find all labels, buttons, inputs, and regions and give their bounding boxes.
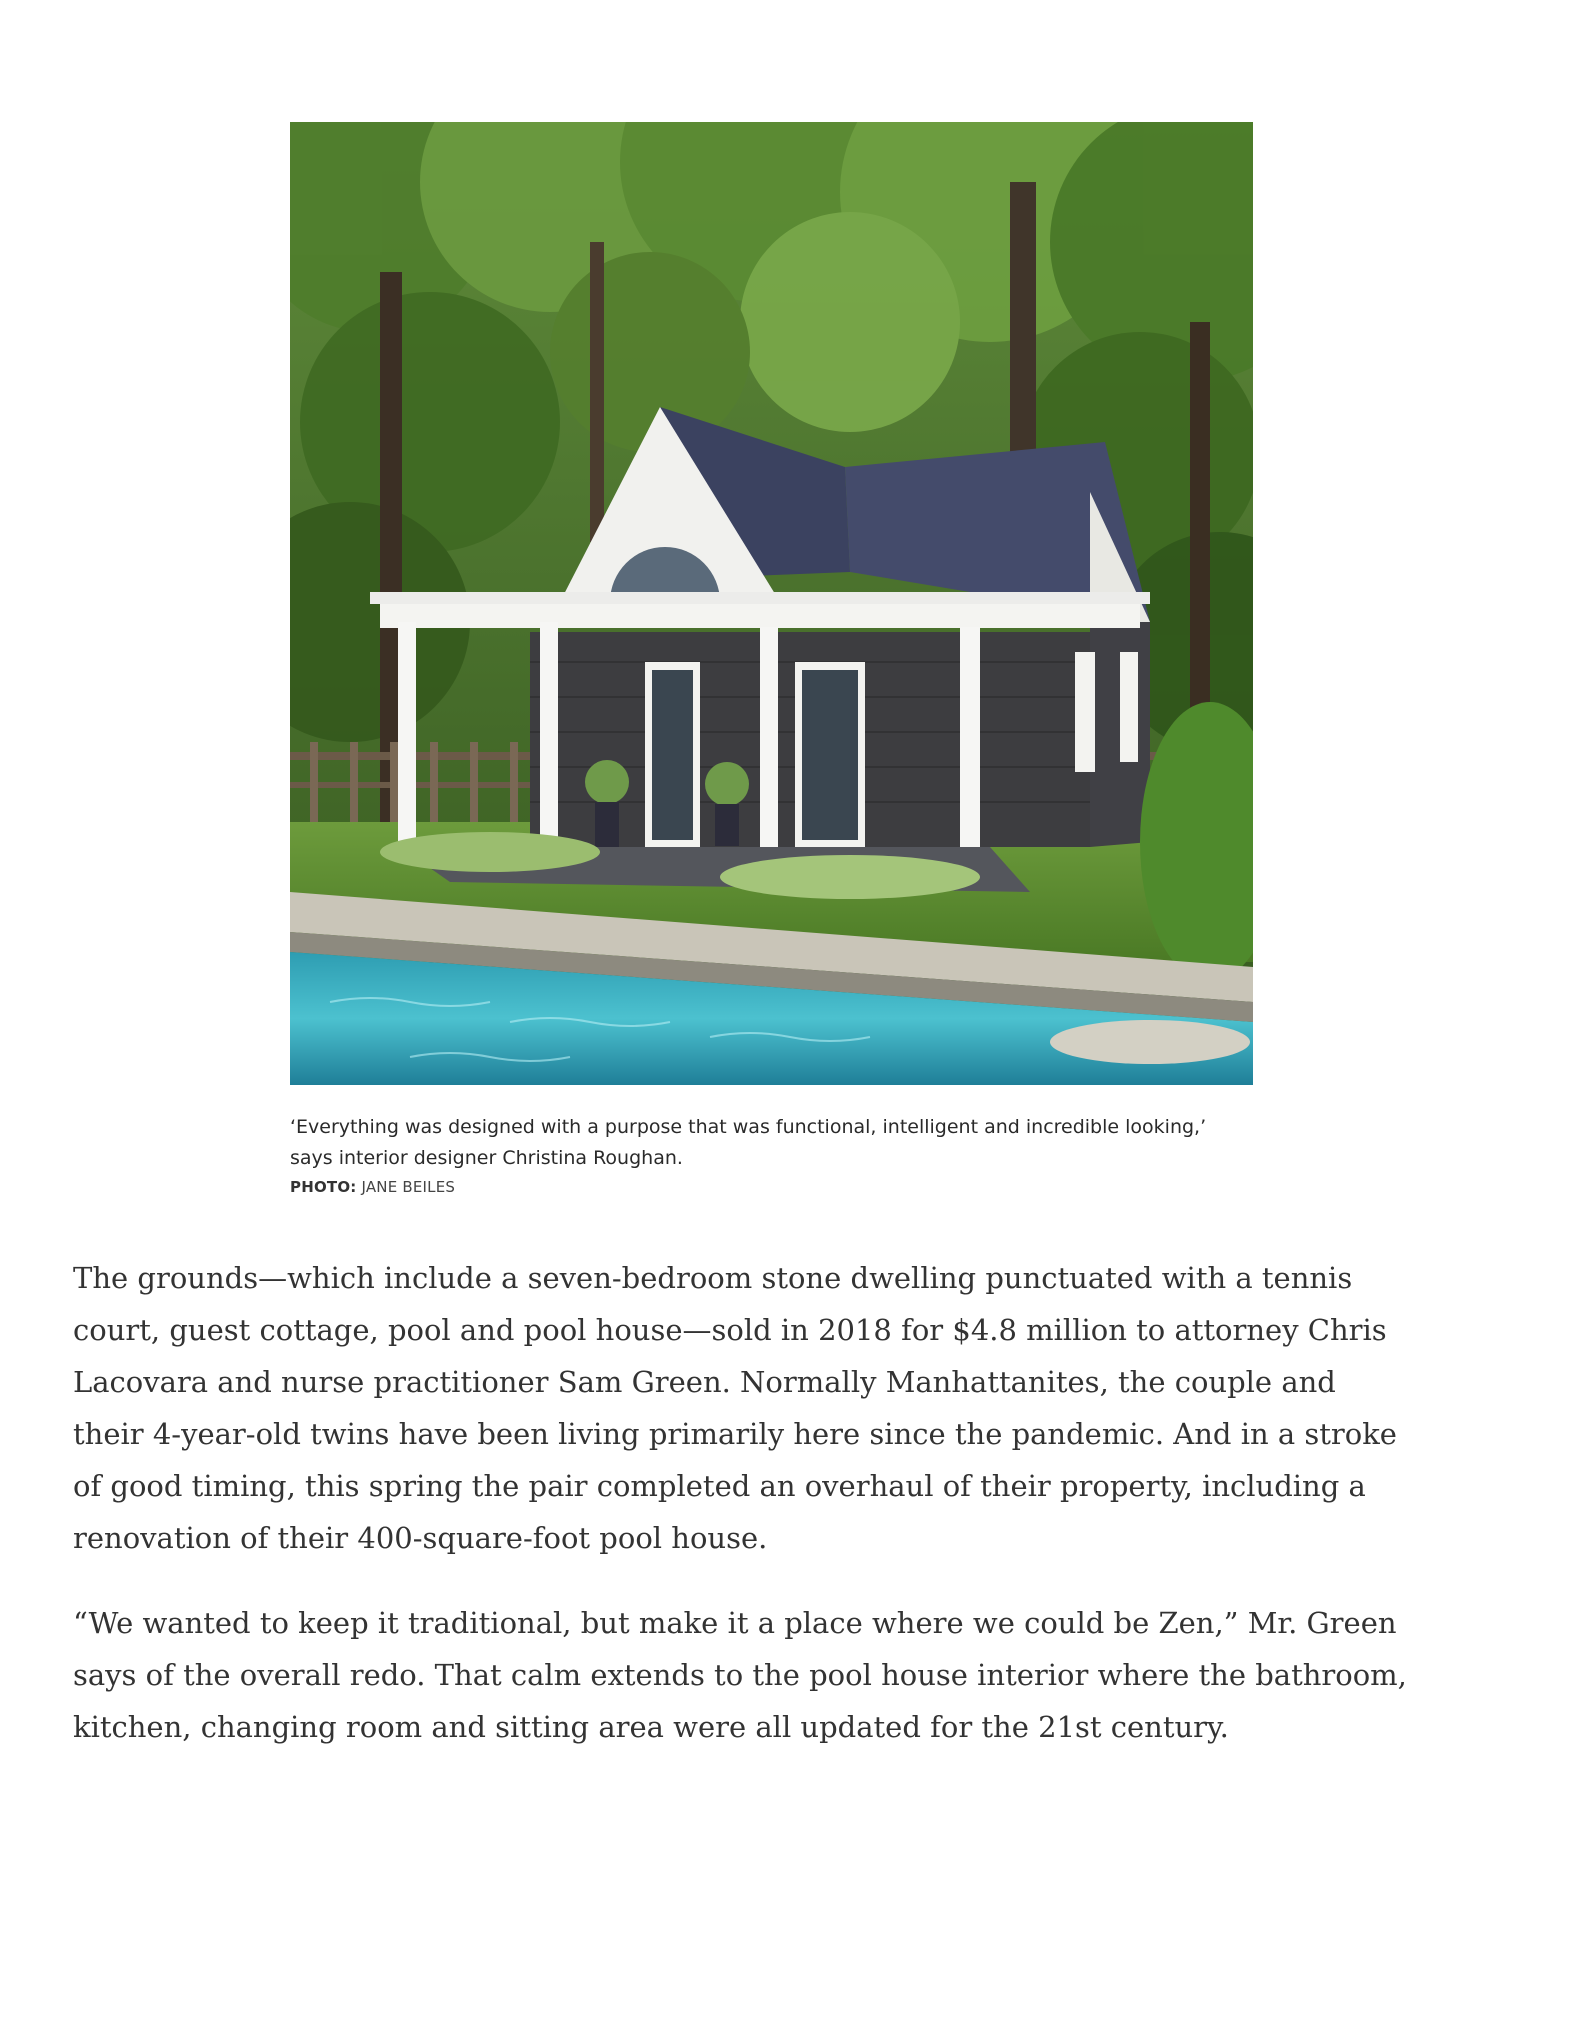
photo-caption: ‘Everything was designed with a purpose that was functional, intelligent and incredible looking,’ says interior designer Christina Roughan. [290,1116,1207,1169]
article-body [73,1252,1413,1786]
photo-figure [290,122,1253,1196]
photo-credit-label: PHOTO: [290,1178,357,1196]
article-paragraph: The grounds—which include a seven-bedroom stone dwelling punctuated with a tennis court, guest cottage, pool and pool house—sold in 2018 for $4.8 million to attorney Chris Lacovara and nurse practitioner Sam Green. Normally Manhattanites, the couple and their 4-year-old twins have been living primarily here since the pandemic. And in a stroke of good timing, this spring the pair completed an overhaul of their property, including a renovation of their 400-square-foot pool house. [73,1261,1397,1555]
pool-house-photo [290,122,1253,1085]
photo-credit-name: JANE BEILES [356,1178,456,1196]
article-paragraph: “We wanted to keep it traditional, but make it a place where we could be Zen,” Mr. Green says of the overall redo. That calm extends to the pool house interior where the bathroom, kitchen, changing room and sitting area were all updated for the 21st century. [73,1606,1407,1744]
photo-credit [290,1178,1253,1196]
pool-house-illustration [290,122,1253,1085]
